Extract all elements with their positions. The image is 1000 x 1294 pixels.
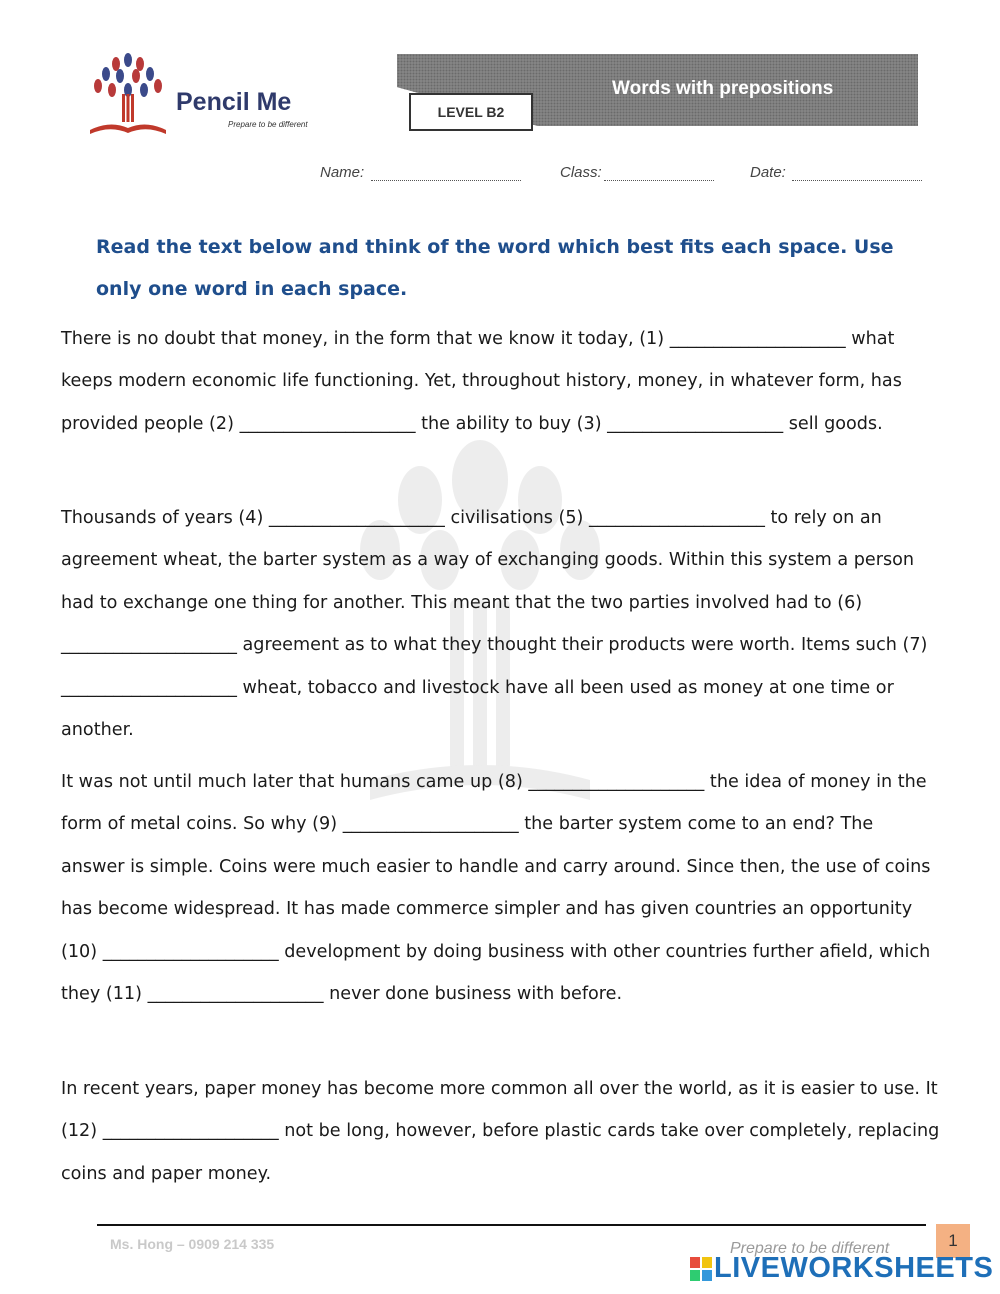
footer-slogan: Prepare to be different xyxy=(730,1240,890,1257)
class-label: Class: xyxy=(560,164,602,181)
page-number: 1 xyxy=(936,1224,970,1258)
passage-paragraph-2: Thousands of years (4) ____________________ civilisations (5) ____________________ to rely on an agreement wheat, the barter system as a way of exchanging goods. Within this system a person had to exchange one thing for another. This meant that the two parties involved had to (6) ____________________ agreement as to what they thought their products were worth. Items such (7) ____________________ wheat, tobacco and livestock have all been used as money at one time or another. xyxy=(61,508,928,741)
name-label: Name: xyxy=(320,164,365,181)
level-badge: LEVEL B2 xyxy=(409,93,533,131)
instruction-text: Read the text below and think of the word which best fits each space. Use only one word in each space. xyxy=(96,236,894,300)
date-field[interactable] xyxy=(792,180,922,181)
footer-divider xyxy=(97,1224,926,1226)
brand-tagline: Prepare to be different xyxy=(228,120,308,129)
brand-name: Pencil Me xyxy=(176,88,292,116)
name-field[interactable] xyxy=(371,180,521,181)
tree-book-logo-icon xyxy=(88,50,168,136)
footer-contact: Ms. Hong – 0909 214 335 xyxy=(110,1236,275,1252)
class-field[interactable] xyxy=(604,180,714,181)
liveworksheets-logo[interactable] xyxy=(690,1254,993,1283)
passage-paragraph-1: There is no doubt that money, in the form that we know it today, (1) ____________________ what keeps modern economic life functioning. Yet, throughout history, money, in whatever form, has provided people (2) ____________________ the ability to buy (3) ____________________ sell goods. xyxy=(61,329,902,434)
passage-paragraph-3: It was not until much later that humans came up (8) ____________________ the idea of money in the form of metal coins. So why (9) ____________________ the barter system come to an end? The answer is simple. Coins were much easier to handle and carry around. Since then, the use of coins has become widespread. It has made commerce simpler and has given countries an opportunity (10) ____________________ development by doing business with other countries further afield, which they (11) ____________________ never done business with before. xyxy=(61,772,931,1005)
liveworksheets-text: LIVEWORKSHEETS xyxy=(714,1252,994,1284)
passage-paragraph-4: In recent years, paper money has become more common all over the world, as it is easier to use. It (12) ____________________ not be long, however, before plastic cards take over completely, replacing coins and paper money. xyxy=(61,1079,940,1184)
liveworksheets-logo-icon xyxy=(690,1257,712,1281)
worksheet-title: Words with prepositions xyxy=(612,78,834,99)
date-label: Date: xyxy=(750,164,786,181)
